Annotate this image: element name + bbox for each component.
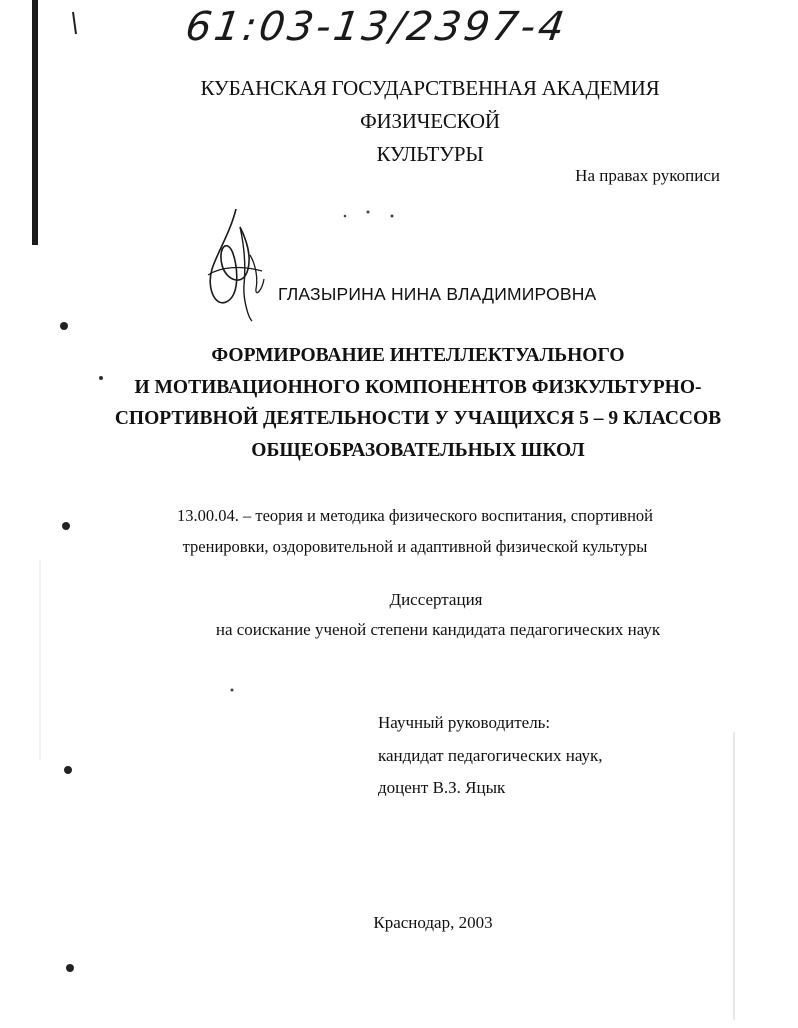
scan-dot (344, 215, 347, 218)
scan-dot (367, 211, 370, 214)
scan-edge-bar (32, 0, 38, 245)
binding-hole-mark (66, 964, 74, 972)
scan-dot (231, 689, 234, 692)
degree-purpose: на соискание ученой степени кандидата педагогических наук (215, 620, 661, 639)
scan-tick (73, 12, 76, 34)
dissertation-type: Диссертация (389, 590, 483, 609)
binding-hole-mark (64, 766, 72, 774)
binding-hole-mark (60, 322, 68, 330)
supervisor-block (378, 707, 603, 805)
specialty-line: 13.00.04. – теория и методика физического воспитания, спортивной (176, 506, 653, 525)
signature-stroke (250, 255, 264, 293)
scan-dot (391, 215, 394, 218)
specialty-line: тренировки, оздоровительной и адаптивной физической культуры (182, 537, 648, 556)
supervisor-line: кандидат педагогических наук, (378, 745, 603, 765)
rights-notice: На правах рукописи (575, 166, 720, 185)
specialty-code (90, 500, 740, 562)
author-name: ГЛАЗЫРИНА НИНА ВЛАДИМИРОВНА (278, 284, 597, 304)
signature-stroke (208, 268, 262, 275)
city-year: Краснодар, 2003 (373, 913, 493, 932)
title-line: И МОТИВАЦИОННОГО КОМПОНЕНТОВ ФИЗКУЛЬТУРНО- (134, 376, 702, 398)
institution-line: КУЛЬТУРЫ (376, 142, 484, 166)
title-line: ФОРМИРОВАНИЕ ИНТЕЛЛЕКТУАЛЬНОГО (211, 345, 625, 366)
signature (200, 205, 272, 325)
institution-line: КУБАНСКАЯ ГОСУДАРСТВЕННАЯ АКАДЕМИЯ ФИЗИЧЕСКОЙ (200, 76, 660, 133)
dissertation-title (60, 340, 776, 466)
handwritten-registration-number: 61:03-13/2397-4 (182, 4, 570, 50)
title-line: СПОРТИВНОЙ ДЕЯТЕЛЬНОСТИ У УЧАЩИХСЯ 5 – 9 КЛАССОВ (114, 408, 722, 429)
institution-name (150, 72, 710, 171)
title-line: ОБЩЕОБРАЗОВАТЕЛЬНЫХ ШКОЛ (251, 439, 585, 461)
binding-hole-mark (62, 522, 70, 530)
supervisor-line: доцент В.З. Яцык (378, 778, 506, 797)
supervisor-line: Научный руководитель: (378, 713, 551, 732)
